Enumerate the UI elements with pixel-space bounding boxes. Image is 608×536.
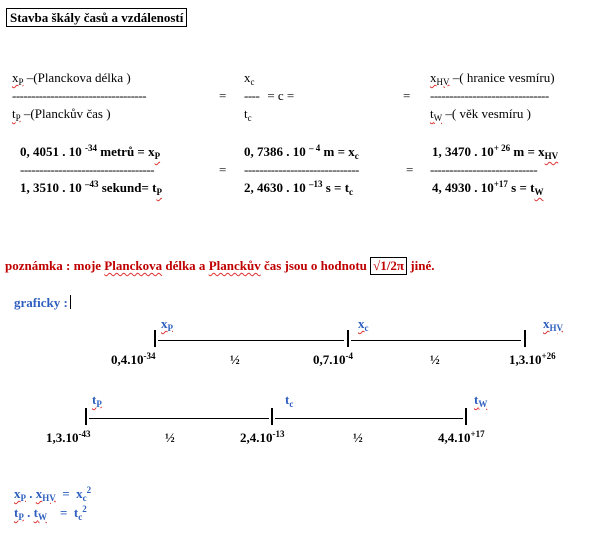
scale1-half-1: ½ <box>230 352 240 367</box>
v3-num-exp: + 26 <box>493 143 511 153</box>
v1-num-exp: -34 <box>85 143 97 153</box>
scale2-tick-3 <box>465 408 467 425</box>
s2-l1: t <box>92 392 97 407</box>
scale1-xhv <box>543 316 563 331</box>
v1-num-sub: P <box>154 151 161 161</box>
ratio3-numerator <box>430 70 555 86</box>
tw-symbol <box>430 106 442 121</box>
scale2-segment-1 <box>89 418 269 419</box>
s1-v3exp: +26 <box>541 351 556 361</box>
s1-l3: x <box>543 316 550 331</box>
ratio3-denominator <box>430 106 531 122</box>
scale2-tick-1 <box>85 408 87 425</box>
v3-num-b: m = x <box>510 144 545 159</box>
s2-l3sub: W <box>478 399 488 409</box>
formula-lengths <box>14 486 91 502</box>
scale1-segment-1 <box>158 340 344 341</box>
v3-den-exp: +17 <box>493 179 508 189</box>
scale1-tick-1 <box>154 330 156 347</box>
scale1-label-xc <box>358 316 369 332</box>
f1-b-sub: HV <box>42 493 56 503</box>
value-equals-1: = <box>219 162 227 177</box>
xp-sub: P <box>18 77 24 87</box>
page-title: Stavba škály časů a vzdáleností <box>6 8 187 27</box>
v2-num-sub: c <box>354 151 359 161</box>
s2-v2exp: -13 <box>272 429 285 439</box>
s2-l2sub: c <box>289 399 294 409</box>
scale2-tp <box>92 392 102 407</box>
note-word-planckuv: Planckův <box>208 258 261 273</box>
value3-separator: ---------------------------- <box>430 162 538 177</box>
ratio1-separator: ----------------------------------- <box>12 88 147 103</box>
value2-separator: ------------------------------ <box>244 162 359 177</box>
v1-num-a: 0, 4051 . 10 <box>20 144 85 159</box>
xp-symbol <box>12 70 24 85</box>
scale2-value-3 <box>438 430 485 446</box>
s1-l1: x <box>161 316 168 331</box>
f2-dot: . <box>23 505 34 520</box>
scale1-value-3 <box>509 352 556 368</box>
s1-l3sub: HV <box>549 323 563 333</box>
xhv-symbol <box>430 70 450 85</box>
tc-sub: c <box>247 113 252 123</box>
xhv-sym: x <box>430 70 437 85</box>
tw-sub: W <box>433 113 443 123</box>
s2-l2: t <box>285 392 290 407</box>
f1-b <box>36 486 56 501</box>
f2-b <box>34 505 47 520</box>
v1-num-b: metrů = x <box>97 144 155 159</box>
note-mid2: čas jsou o hodnotu <box>260 258 371 273</box>
v1-den-a: 1, 3510 . 10 <box>20 180 85 195</box>
ratio2-denominator <box>244 106 252 122</box>
ratio2-separator <box>244 88 294 104</box>
s2-l1sub: P <box>96 399 102 409</box>
s2-v3exp: +17 <box>470 429 485 439</box>
value1-numerator <box>20 144 160 160</box>
value2-numerator <box>244 144 359 160</box>
v3-den-a: 4, 4930 . 10 <box>432 180 494 195</box>
scale2-label-tw <box>474 392 487 408</box>
s1-v1exp: -34 <box>143 351 156 361</box>
ratio1-numerator <box>12 70 131 86</box>
value1-denominator <box>20 180 162 196</box>
scale2-tick-2 <box>271 408 273 425</box>
scale2-half-1: ½ <box>165 430 175 445</box>
text-cursor <box>70 295 71 309</box>
scale2-segment-2 <box>275 418 463 419</box>
f1-dot: . <box>26 486 36 501</box>
f2-b-sym: t <box>33 505 38 520</box>
ratio1-denominator <box>12 106 111 122</box>
v2-num-exp: – 4 <box>309 143 321 153</box>
value2-denominator <box>244 180 353 196</box>
scale2-label-tc <box>285 392 293 408</box>
note-suffix: jiné. <box>407 258 435 273</box>
tp-sym: t <box>12 106 16 121</box>
v1-den-sub: P <box>156 187 162 197</box>
v2-num-a: 0, 7386 . 10 <box>244 144 309 159</box>
scale2-label-tp <box>92 392 102 408</box>
xp-sym: x <box>12 70 19 85</box>
f2-b-sub: W <box>37 512 47 522</box>
s1-l2: x <box>358 316 365 331</box>
value-equals-2: = <box>406 162 414 177</box>
f2-r: t <box>73 505 79 520</box>
s1-v2exp: -4 <box>345 351 353 361</box>
tc-sym: t <box>244 106 248 121</box>
scale1-tick-3 <box>524 330 526 347</box>
f1-r-sub: c <box>82 493 87 503</box>
equals-c: = c = <box>267 88 295 103</box>
v3-num-sub: HV <box>544 151 559 161</box>
scale1-half-2: ½ <box>430 352 440 367</box>
note-word-planckova: Planckova <box>104 258 163 273</box>
f2-r-sub: c <box>78 512 83 522</box>
scale1-label-xp <box>161 316 173 332</box>
f2-a-sub: P <box>18 512 24 522</box>
s1-v3: 1,3.10 <box>509 352 542 367</box>
ratio1-num-text: –(Planckova délka ) <box>23 70 131 85</box>
scale1-xc <box>358 316 369 331</box>
s1-l2sub: c <box>364 323 369 333</box>
f2-eq: = <box>46 505 74 520</box>
v3-den-b: s = t <box>507 180 535 195</box>
v3-num-a: 1, 3470 . 10 <box>432 144 494 159</box>
f1-eq: = <box>55 486 77 501</box>
ratio2-numerator <box>244 70 255 86</box>
scale2-value-1 <box>46 430 91 446</box>
s2-v1: 1,3.10 <box>46 430 79 445</box>
value3-denominator <box>432 180 543 196</box>
ratio2-sep: ---- <box>244 88 260 103</box>
scale1-label-xhv <box>543 316 563 332</box>
v2-den-b: s = t <box>322 180 350 195</box>
v2-num-b: m = x <box>320 144 355 159</box>
s1-l1sub: P <box>167 323 173 333</box>
tp-sub: P <box>15 113 21 123</box>
ratio3-separator: ------------------------------- <box>430 88 549 103</box>
s2-v2: 2,4.10 <box>240 430 273 445</box>
note-prefix: poznámka : moje <box>5 258 105 273</box>
xc-sub: c <box>250 77 255 87</box>
ratio3-den-text: –( věk vesmíru ) <box>442 106 531 121</box>
scale1-segment-2 <box>351 340 521 341</box>
s1-v1: 0,4.10 <box>111 352 144 367</box>
s2-v1exp: -43 <box>78 429 91 439</box>
equals-sign-2: = <box>403 88 411 103</box>
scale1-xp <box>161 316 173 331</box>
note-root-box: √1/2π <box>370 257 407 275</box>
equals-sign-1: = <box>219 88 227 103</box>
value3-numerator <box>432 144 558 160</box>
formula-times <box>14 505 87 521</box>
scale2-tw <box>474 392 487 407</box>
tp-symbol <box>12 106 21 121</box>
v3-den-sub: W <box>534 187 544 197</box>
graph-label <box>14 295 71 311</box>
s1-v2: 0,7.10 <box>313 352 346 367</box>
scale1-value-1 <box>111 352 156 368</box>
scale2-value-2 <box>240 430 285 446</box>
graph-label-text: graficky : <box>14 295 68 310</box>
v2-den-a: 2, 4630 . 10 <box>244 180 309 195</box>
value1-separator: ----------------------------------- <box>20 162 155 177</box>
v2-den-exp: –13 <box>309 179 323 189</box>
page-title-box <box>6 10 187 26</box>
f1-r-exp: 2 <box>86 485 92 495</box>
v1-den-b: sekund= t <box>98 180 157 195</box>
ratio3-num-text: –( hranice vesmíru) <box>449 70 555 85</box>
s2-v3: 4,4.10 <box>438 430 471 445</box>
f2-a <box>14 505 24 520</box>
scale2-half-2: ½ <box>353 430 363 445</box>
f1-r: x <box>76 486 83 501</box>
f1-a-sym: x <box>14 486 21 501</box>
xhv-sub: HV <box>436 77 450 87</box>
note-mid1: délka a <box>162 258 209 273</box>
f1-a <box>14 486 26 501</box>
f1-a-sub: P <box>20 493 26 503</box>
scale1-value-2 <box>313 352 353 368</box>
v1-den-exp: –43 <box>85 179 99 189</box>
v2-den-sub: c <box>349 187 354 197</box>
xc-sym: x <box>244 70 251 85</box>
f1-b-sym: x <box>35 486 43 501</box>
s2-l3: t <box>474 392 479 407</box>
tw-sym: t <box>430 106 434 121</box>
f2-a-sym: t <box>14 505 19 520</box>
f2-r-exp: 2 <box>82 504 87 514</box>
scale1-tick-2 <box>347 330 349 347</box>
note-line <box>5 257 434 275</box>
ratio1-den-text: –(Planckův čas ) <box>20 106 111 121</box>
